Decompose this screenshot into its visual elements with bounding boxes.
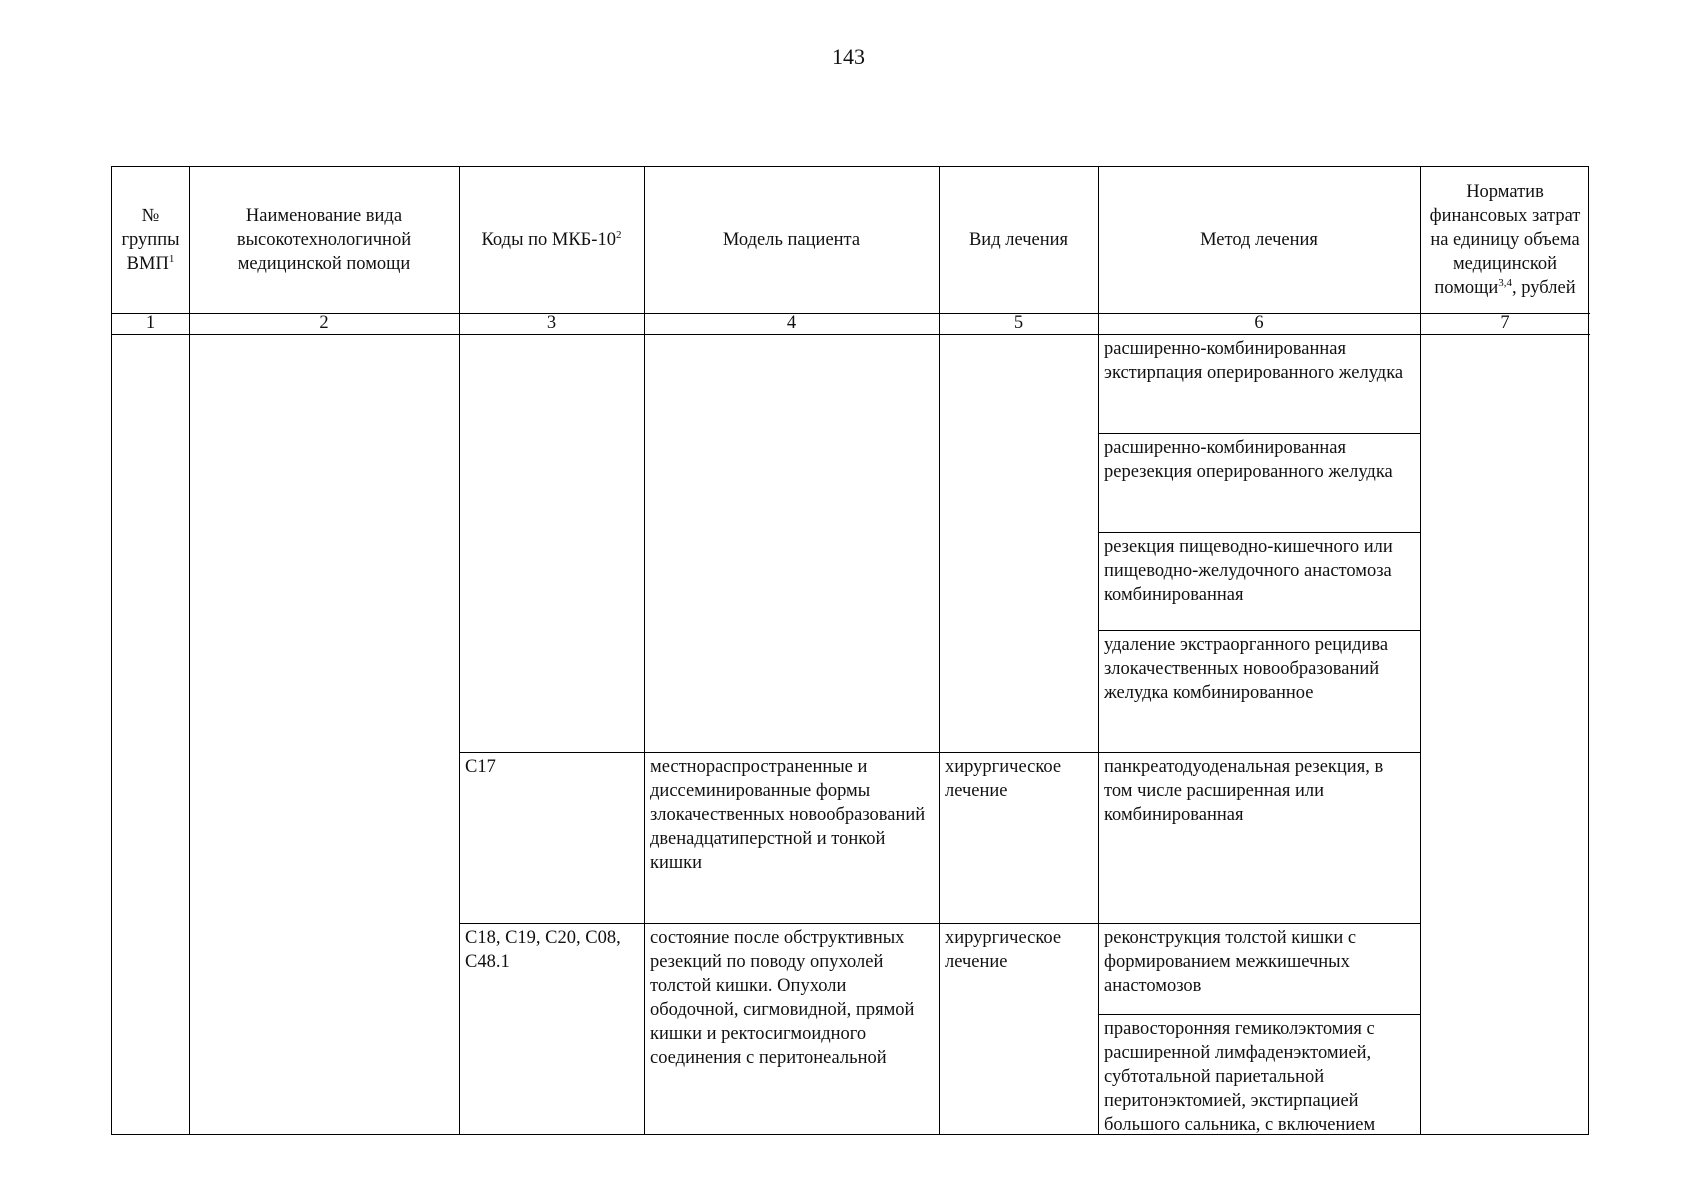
icd-codes-cell: C17 [465,757,496,777]
medical-care-table [111,166,1589,1135]
treatment-method-cell: удаление экстраорганного рецидива злокачественных новообразований желудка комбинированное [1104,635,1389,703]
column-number: 1 [145,313,156,333]
treatment-method-cell: резекция пищеводно-кишечного или пищеводно-желудочного анастомоза комбинированная [1104,537,1393,605]
row-rule [1098,1014,1420,1015]
header-financial-norm [1420,167,1590,313]
row-rule [1098,630,1420,631]
column-number: 3 [546,313,557,333]
treatment-method-cell: расширенно-комбинированная ререзекция оперированного желудка [1104,438,1393,482]
page-number: 143 [832,44,865,69]
header-financial-norm-label: Норматив финансовых затрат на единицу объема медицинской помощи [1429,182,1581,298]
row-rule [1098,532,1420,533]
header-group-number [112,167,189,313]
footnote-mark: 1 [168,252,175,265]
column-number: 6 [1254,313,1264,333]
column-number: 2 [319,313,329,333]
row-rule [1098,433,1420,434]
header-financial-norm-unit: , рублей [1512,278,1576,298]
treatment-method-cell: расширенно-комбинированная экстирпация оперированного желудка [1104,339,1404,383]
column-number: 4 [786,313,797,333]
footnote-mark: 3,4 [1498,276,1513,289]
header-icd-codes-label: Коды по МКБ-10 [481,230,616,250]
treatment-method-cell: реконструкция толстой кишки с формированием межкишечных анастомозов [1104,928,1357,996]
row-rule [459,752,1420,753]
treatment-type-cell: хирургическое лечение [945,928,1062,972]
number-row-rule [112,334,1590,335]
footnote-mark: 2 [615,228,622,241]
header-treatment-method: Метод лечения [1200,230,1318,250]
patient-model-cell: местнораспространенные и диссеминированные формы злокачественных новообразований двенадцатиперстной и тонкой кишки [650,757,926,873]
header-care-type: Наименование вида высокотехнологичной медицинской помощи [236,206,412,274]
column-number: 5 [1013,313,1024,333]
header-patient-model: Модель пациента [722,230,861,250]
header-treatment-type: Вид лечения [968,230,1069,250]
patient-model-cell: состояние после обструктивных резекций по поводу опухолей толстой кишки. Опухоли ободочной, сигмовидной, прямой кишки и ректосигмоидного соединения с перитонеальной [650,928,915,1068]
row-rule [459,923,1420,924]
header-icd-codes [459,167,644,313]
treatment-type-cell: хирургическое лечение [945,757,1062,801]
treatment-method-cell: панкреатодуоденальная резекция, в том числе расширенная или комбинированная [1104,757,1384,825]
column-number: 7 [1500,313,1510,333]
header-group-number-label: № группы ВМП [121,206,180,274]
treatment-method-cell: правосторонняя гемиколэктомия с расширенной лимфаденэктомией, субтотальной париетальной перитонэктомией, экстирпацией большого сальника, с включением [1104,1019,1376,1135]
icd-codes-cell: C18, C19, C20, C08, C48.1 [465,928,621,972]
